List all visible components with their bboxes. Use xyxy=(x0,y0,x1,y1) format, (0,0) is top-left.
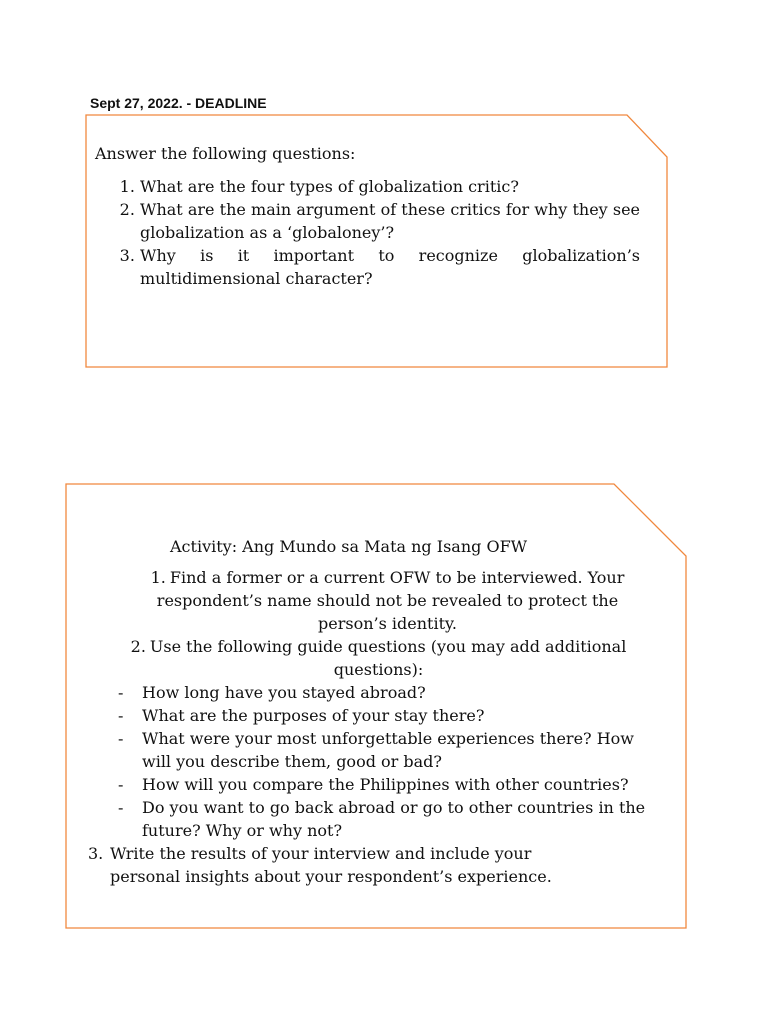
question-item: 3. Why is it important to recognize globalization’s multidimensional character? xyxy=(140,244,640,290)
activity-step-2: 2. Use the following guide questions (you may add additional questions): xyxy=(130,637,627,679)
questions-list xyxy=(95,175,640,290)
activity-title: Activity: Ang Mundo sa Mata ng Isang OFW xyxy=(170,537,528,556)
deadline-heading: Sept 27, 2022. - DEADLINE xyxy=(90,95,267,111)
guide-question-item: - Do you want to go back abroad or go to other countries in the future? Why or why not? xyxy=(118,798,646,840)
guide-question-item: - How long have you stayed abroad? xyxy=(118,683,426,702)
questions-box xyxy=(95,142,640,290)
guide-questions-list xyxy=(88,681,653,842)
activity-step-1: 1. Find a former or a current OFW to be interviewed. Your respondent’s name should not be revealed to protect the person’s identity. xyxy=(150,568,625,633)
guide-question-item: - What are the purposes of your stay there? xyxy=(118,706,485,725)
activity-box xyxy=(88,535,653,888)
activity-step-3: 3. Write the results of your interview and include your personal insights about your respondent’s experience. xyxy=(88,844,552,886)
guide-question-item: - How will you compare the Philippines with other countries? xyxy=(118,775,629,794)
question-item: 1. What are the four types of globalization critic? xyxy=(140,175,640,198)
guide-question-item: - What were your most unforgettable experiences there? How will you describe them, good or bad? xyxy=(118,729,634,771)
question-item: 2. What are the main argument of these critics for why they see globalization as a ‘globaloney’? xyxy=(140,198,640,244)
questions-intro: Answer the following questions: xyxy=(95,144,356,163)
